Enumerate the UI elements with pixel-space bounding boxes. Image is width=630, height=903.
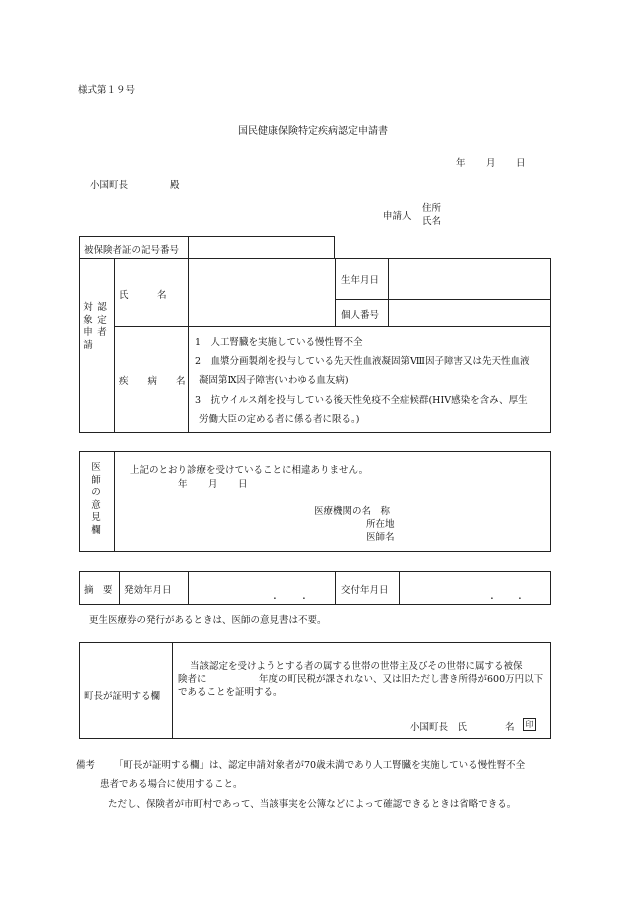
disease-item-1: 1 人工腎臓を実施している慢性腎不全 (195, 337, 363, 348)
divider (172, 642, 173, 739)
date-day: 日 (516, 158, 526, 169)
disease-item-3: 3 抗ウイルス剤を投与している後天性免疫不全症候群(HIV感染を含み、厚生 (195, 395, 528, 406)
divider (114, 326, 551, 327)
name-label: 氏 名 (119, 290, 167, 301)
date-month: 月 (486, 158, 496, 169)
disease-label: 疾 病 名 (119, 376, 186, 387)
seal-glyph: 印 (523, 718, 536, 731)
mayor-signer: 小国町長 氏 (410, 722, 468, 733)
summary-label: 摘 要 (84, 585, 113, 596)
divider (188, 258, 189, 433)
mayor-cert-label: 町長が証明する欄 (84, 691, 161, 702)
institution-label: 医療機関の名 称 (314, 506, 391, 517)
delivery-date-label: 交付年月日 (341, 585, 389, 596)
insured-number-label: 被保険者証の記号番号 (84, 245, 180, 256)
page-title: 国民健康保険特定疾病認定申請書 (238, 126, 388, 137)
addressee-name: 小国町長 (90, 180, 129, 191)
form-number: 様式第１９号 (78, 85, 136, 96)
addressee-honorific: 殿 (170, 180, 180, 191)
separator-dot: . (490, 588, 494, 602)
issue-date-label: 発効年月日 (124, 585, 172, 596)
remarks-line3: ただし、保険者が市町村であって、当該事実を公簿などによって確認できるときは省略できる。 (108, 799, 517, 810)
divider (188, 571, 189, 605)
remarks-line2: 患者である場合に使用すること。 (100, 779, 243, 790)
divider (188, 236, 189, 259)
divider (119, 571, 120, 605)
disease-item-2: 2 血漿分画製剤を投与している先天性血液凝固第Ⅷ因子障害又は先天性血液 (195, 356, 530, 367)
separator-dot: . (302, 588, 306, 602)
date-year: 年 (456, 158, 466, 169)
target-label-col2: 認定者 (97, 302, 107, 338)
birthdate-label: 生年月日 (341, 275, 380, 286)
location-label: 所在地 (366, 519, 395, 530)
doctor-date-day: 日 (238, 479, 248, 490)
divider (335, 299, 551, 300)
divider (114, 451, 115, 552)
doctor-statement: 上記のとおり診療を受けていることに相違ありません。 (130, 465, 369, 476)
applicant-label: 申請人 (383, 211, 412, 222)
mayor-cert-line2b: 年度の町民税が課されない、又は旧ただし書き所得が600万円以下 (259, 674, 544, 685)
divider (335, 258, 336, 326)
personal-number-label: 個人番号 (341, 310, 380, 321)
renewal-note: 更生医療券の発行があるときは、医師の意見書は不要。 (89, 615, 327, 626)
seal-mark (523, 718, 536, 731)
disease-item-3-cont: 労働大臣の定める者に係る者に限る。) (199, 414, 360, 425)
disease-item-2-cont: 凝固第Ⅸ因子障害(いわゆる血友病) (199, 375, 349, 386)
doctor-name-label: 医師名 (366, 532, 395, 543)
mayor-name-suffix: 名 (505, 722, 515, 733)
mayor-cert-line3: であることを証明する。 (178, 687, 283, 698)
separator-dot: . (518, 588, 522, 602)
doctor-side-label: 医師の意見欄 (91, 462, 101, 536)
divider (335, 571, 336, 605)
divider (399, 571, 400, 605)
remarks-line1: 「町長が証明する欄」は、認定申請対象者が70歳未満であり人工腎臓を実施している慢性腎不全 (114, 760, 526, 771)
applicant-address-label: 住所 (422, 203, 442, 214)
separator-dot: . (273, 588, 277, 602)
mayor-cert-line1: 当該認定を受けようとする者の属する世帯の世帯主及びその世帯に属する被保 (190, 661, 523, 672)
doctor-date-month: 月 (208, 479, 218, 490)
divider (114, 258, 115, 433)
divider (388, 258, 389, 326)
doctor-date-year: 年 (178, 479, 188, 490)
remarks-label: 備考 (76, 760, 96, 771)
target-label-col1: 対象申請 (83, 302, 93, 351)
applicant-name-label: 氏名 (422, 216, 442, 227)
mayor-cert-line2a: 険者に (178, 674, 207, 685)
